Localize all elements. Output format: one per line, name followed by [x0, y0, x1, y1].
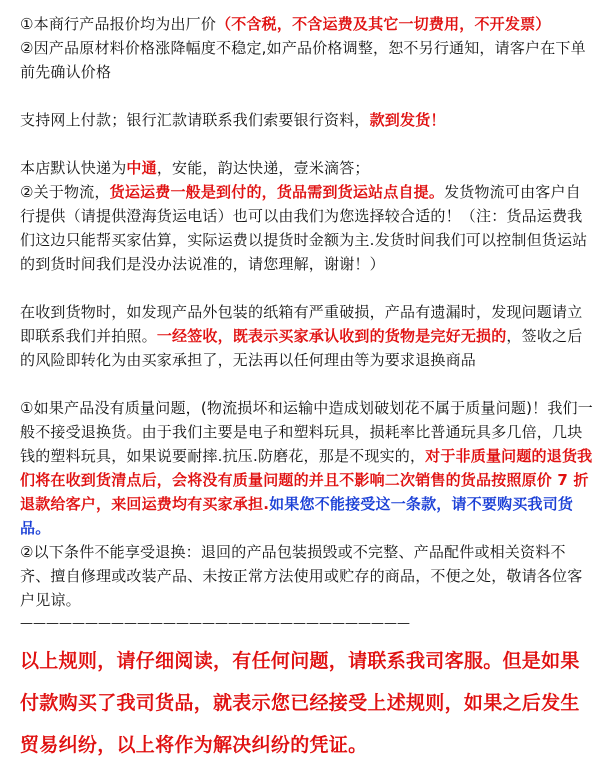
receipt-notice — [20, 300, 596, 372]
spacer — [20, 276, 596, 300]
payment-notice-emphasis: 款到发货！ — [369, 111, 446, 129]
spacer — [20, 84, 596, 108]
return-policy — [20, 396, 596, 540]
price-notice-exclusions: （不含税，不含运费及其它一切费用，不开发票） — [216, 15, 551, 33]
courier-notice — [20, 156, 596, 180]
logistics-notice — [20, 180, 596, 276]
payment-notice — [20, 108, 596, 132]
return-policy-warning: 如果您不能接受这一条款，请不要购买我司货品。 — [20, 495, 574, 537]
logistics-notice-emphasis: 货运运费一般是到付的，货品需到货运站点自提。 — [109, 183, 445, 201]
footer-rules-notice: 以上规则，请仔细阅读，有任何问题，请联系我司客服。但是如果付款购买了我司货品，就表示您已经接受上述规则，如果之后发生贸易纠纷，以上将作为解决纠纷的凭证。 — [20, 650, 580, 756]
payment-notice-text: 支持网上付款；银行汇款请联系我们索要银行资料， — [20, 111, 370, 129]
price-notice-text: ①本商行产品报价均为出厂价 — [20, 15, 217, 33]
receipt-notice-emphasis: 一经签收，既表示买家承认收到的货物是完好无损的 — [156, 327, 507, 345]
spacer — [20, 372, 596, 396]
spacer — [20, 132, 596, 156]
receipt-notice-text: 在收到货物时，如发现产品外包装的纸箱有严重破损，产品有遗漏时，发现问题请立即联系我们并拍照。 — [20, 303, 583, 345]
price-adjustment-notice: ②因产品原材料价格涨降幅度不稳定,如产品价格调整，恕不另行通知，请客户在下单前先确认价格 — [20, 39, 586, 81]
logistics-notice-text: 发货物流可由客户自行提供（请提供澄海货运电话）也可以由我们为您选择较合适的！（注：货品运费我们这边只能帮买家估算，实际运费以提货时金额为主.发货时间我们可以控制但货运站的到货时间我们是没办法说准的，请您理解，谢谢！） — [20, 183, 588, 273]
courier-others: ，安能，韵达快递，壹米滴答； — [156, 159, 370, 177]
return-policy-refund-terms: 对于非质量问题的退货我们将在收到货清点后，会将没有质量问题的并且不影响二次销售的货品按照原价 7 折退款给客户，来回运费均有买家承担. — [20, 447, 593, 513]
price-notice — [20, 12, 596, 36]
receipt-notice-tail: ，签收之后的风险即转化为由买家承担了，无法再以任何理由等为要求退换商品 — [20, 327, 583, 369]
return-exclusions: ②以下条件不能享受退换：退回的产品包装损毁或不完整、产品配件或相关资料不齐、擅自修理或改装产品、未按正常方法使用或贮存的商品，不便之处，敬请各位客户见谅。 — [20, 543, 583, 609]
courier-notice-text: 本店默认快递为 — [20, 159, 127, 177]
divider-line: —————————————————————————————— — [20, 616, 410, 631]
courier-default: 中通 — [126, 159, 157, 177]
return-policy-text: ①如果产品没有质量问题，(物流损坏和运输中造成划破划花不属于质量问题)！我们一般不接受退换货。由于我们主要是电子和塑料玩具，损耗率比普通玩具多几倍，几块钱的塑料玩具，如果说要耐摔.抗压.防磨花，那是不现实的， — [20, 399, 593, 465]
logistics-notice-lead: ②关于物流， — [20, 183, 110, 201]
